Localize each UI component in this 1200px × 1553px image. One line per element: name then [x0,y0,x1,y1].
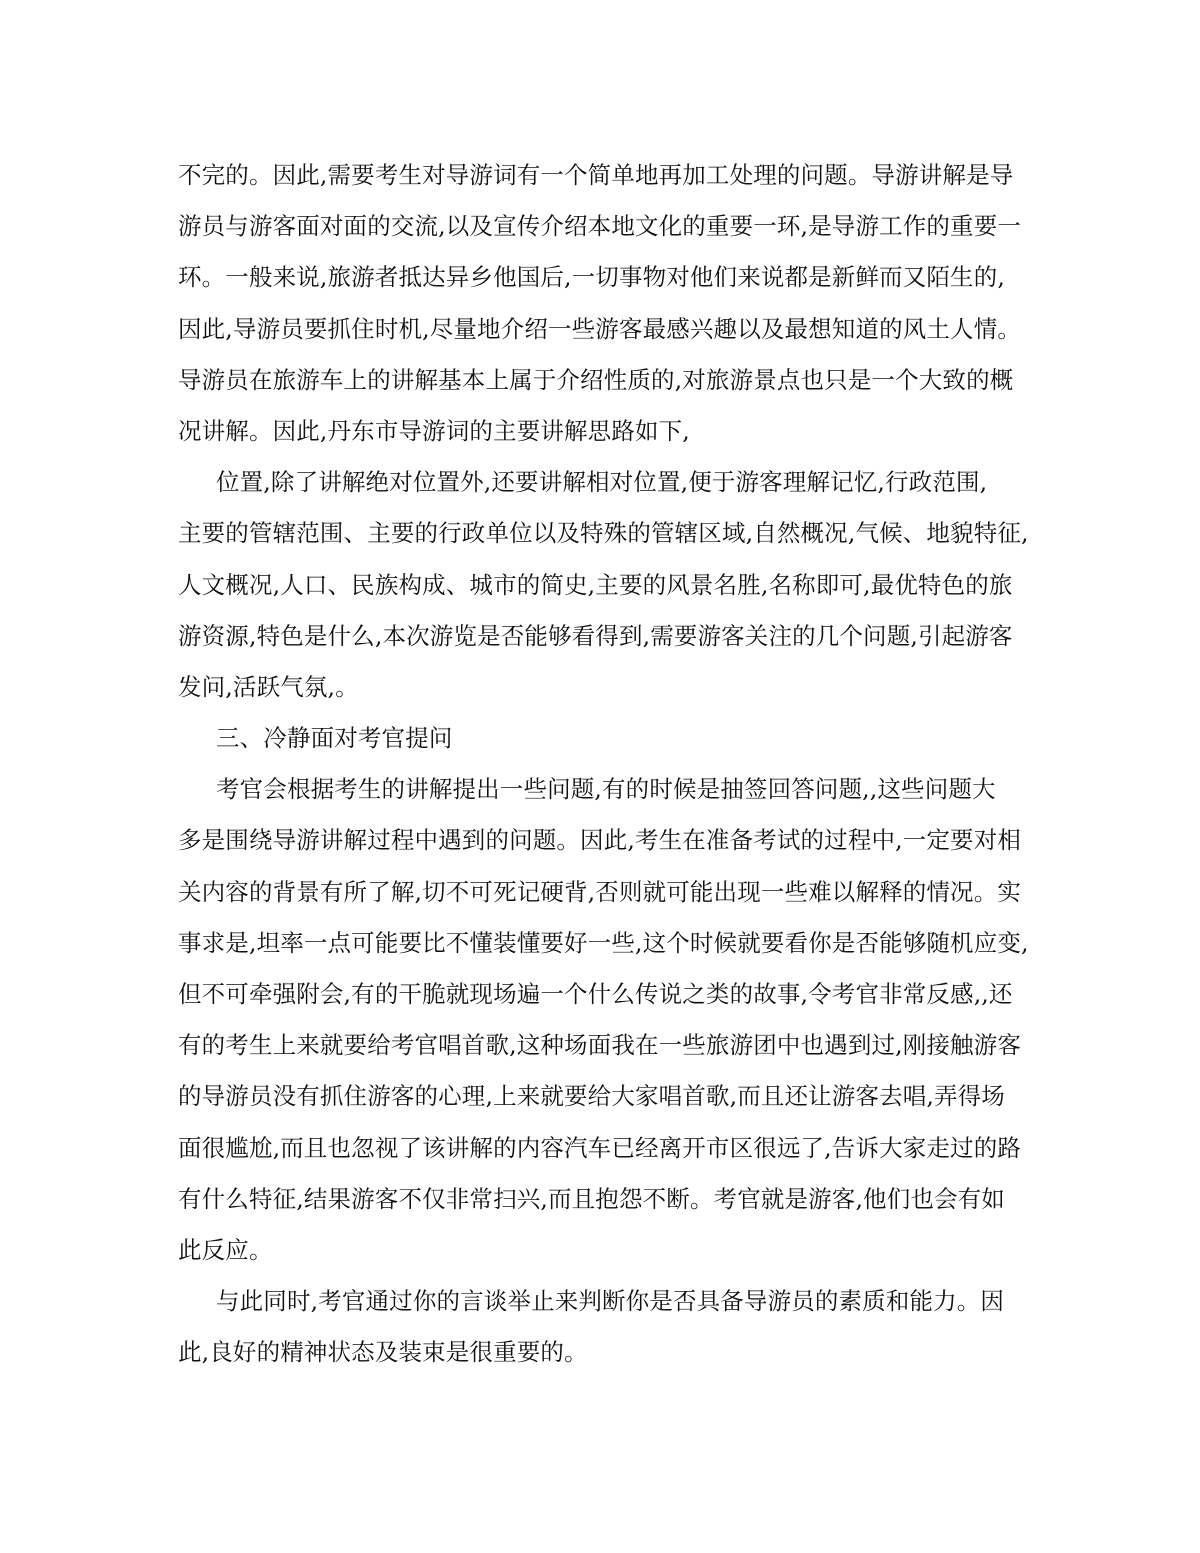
paragraph-first-line: 考官会根据考生的讲解提出一些问题,有的时候是抽签回答问题,,这些问题大 [216,775,996,804]
text-line: 事求是,坦率一点可能要比不懂装懂要好一些,这个时候就要看你是否能够随机应变, [178,928,1029,957]
text-line: 导游员在旅游车上的讲解基本上属于介绍性质的,对旅游景点也只是一个大致的概 [178,365,1014,394]
text-line: 环。一般来说,旅游者抵达异乡他国后,一切事物对他们来说都是新鲜而又陌生的, [178,263,1005,292]
text-line: 关内容的背景有所了解,切不可死记硬背,否则就可能出现一些难以解释的情况。实 [178,877,1021,906]
text-line: 有的考生上来就要给考官唱首歌,这种场面我在一些旅游团中也遇到过,刚接触游客 [178,1031,1021,1060]
text-line: 游员与游客面对面的交流,以及宣传介绍本地文化的重要一环,是导游工作的重要一 [178,212,1021,241]
text-line: 但不可牵强附会,有的干脆就现场遍一个什么传说之类的故事,令考官非常反感,,还 [178,980,1013,1008]
document-body [178,150,1028,1379]
text-line: 此反应。 [178,1235,273,1264]
text-line: 主要的管辖范围、主要的行政单位以及特殊的管辖区域,自然概况,气候、地貌特征, [178,519,1029,548]
text-line: 多是围绕导游讲解过程中遇到的问题。因此,考生在准备考试的过程中,一定要对相 [178,826,1021,855]
text-line: 人文概况,人口、民族构成、城市的简史,主要的风景名胜,名称即可,最优特色的旅 [178,570,1013,599]
text-line: 况讲解。因此,丹东市导游词的主要讲解思路如下, [178,416,690,445]
text-line: 因此,导游员要抓住时机,尽量地介绍一些游客最感兴趣以及最想知道的风土人情。 [178,314,1021,343]
text-line: 面很尴尬,而且也忽视了该讲解的内容汽车已经离开市区很远了,告诉大家走过的路 [178,1133,1021,1162]
text-line: 发问,活跃气氛,。 [178,672,359,701]
paragraph-first-line: 位置,除了讲解绝对位置外,还要讲解相对位置,便于游客理解记忆,行政范围, [216,468,988,497]
section-heading: 三、冷静面对考官提问 [216,724,453,753]
text-line: 的导游员没有抓住游客的心理,上来就要给大家唱首歌,而且还让游客去唱,弄得场 [178,1082,1005,1111]
text-line: 游资源,特色是什么,本次游览是否能够看得到,需要游客关注的几个问题,引起游客 [178,621,1013,650]
text-line: 此,良好的精神状态及装束是很重要的。 [178,1338,588,1367]
text-line: 有什么特征,结果游客不仅非常扫兴,而且抱怨不断。考官就是游客,他们也会有如 [178,1184,1005,1213]
text-line: 不完的。因此,需要考生对导游词有一个简单地再加工处理的问题。导游讲解是导 [178,161,1014,189]
paragraph-first-line: 与此同时,考官通过你的言谈举止来判断你是否具备导游员的素质和能力。因 [216,1287,1005,1316]
